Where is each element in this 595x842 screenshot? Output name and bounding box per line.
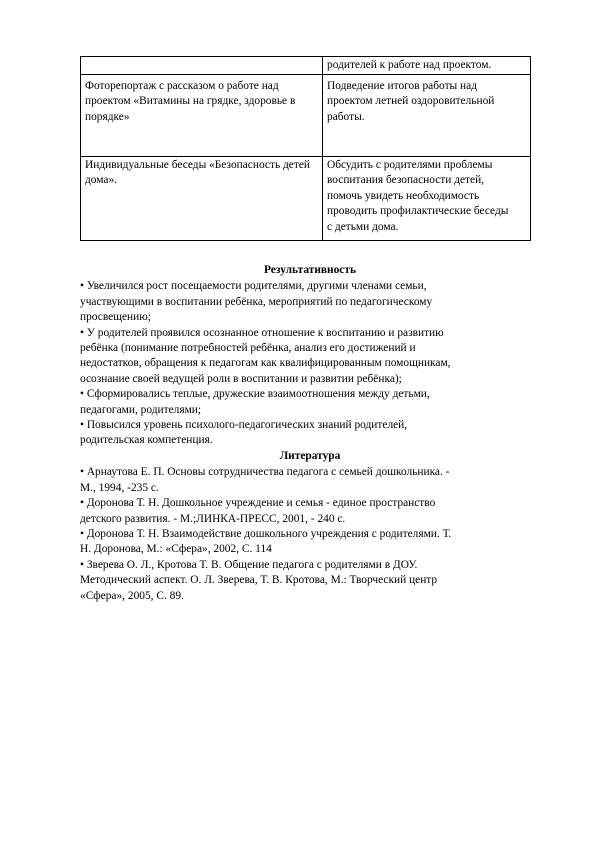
table-row bbox=[81, 57, 531, 75]
table-cell-right: родителей к работе над проектом. bbox=[323, 57, 531, 75]
list-item: • Повысился уровень психолого-педагогических знаний родителей, родительская компетенция. bbox=[80, 419, 408, 447]
plan-table bbox=[80, 56, 531, 241]
table-row bbox=[81, 74, 531, 156]
table-cell-right: Подведение итогов работы над проектом летней оздоровительной работы. bbox=[323, 74, 531, 156]
list-item: • У родителей проявился осознанное отношение к воспитанию и развитию ребёнка (понимание потребностей ребёнка, анализ его достижений и недостатков, обращения к педагогам как квалифицированным помощникам, осознание своей ведущей роли в воспитании и развитии ребёнка); bbox=[80, 326, 451, 385]
table-cell-left: Фоторепортаж с рассказом о работе над проектом «Витамины на грядке, здоровье в порядке» bbox=[81, 74, 323, 156]
list-item: • Сформировались теплые, дружеские взаимоотношения между детьми, педагогами, родителями; bbox=[80, 388, 430, 416]
table-cell-left bbox=[81, 57, 323, 75]
table-row bbox=[81, 156, 531, 240]
table-cell-left: Индивидуальные беседы «Безопасность детей дома». bbox=[81, 156, 323, 240]
list-item: • Арнаутова Е. П. Основы сотрудничества педагога с семьей дошкольника. - М., 1994, -235 с. bbox=[80, 466, 450, 494]
list-item: • Зверева О. Л., Кротова Т. В. Общение педагога с родителями в ДОУ. Методический аспект. О. Л. Зверева, Т. В. Кротова, М.: Творческий центр «Сфера», 2005, С. 89. bbox=[80, 558, 438, 602]
literature-heading: Литература bbox=[279, 449, 341, 462]
table-cell-right: Обсудить с родителями проблемы воспитания безопасности детей, помочь увидеть необходимость проводить профилактические беседы с детьми дома. bbox=[323, 156, 531, 240]
list-item: • Доронова Т. Н. Дошкольное учреждение и семья - единое пространство детского развития. - М.;ЛИНКА-ПРЕСС, 2001, - 240 с. bbox=[80, 497, 436, 525]
results-heading: Результативность bbox=[264, 264, 356, 276]
list-item: • Увеличился рост посещаемости родителями, другими членами семьи, участвующими в воспитании ребёнка, мероприятий по педагогическому просвещению; bbox=[80, 280, 433, 324]
list-item: • Доронова Т. Н. Взаимодействие дошкольного учреждения с родителями. Т. Н. Доронова, М.: «Сфера», 2002, С. 114 bbox=[80, 527, 452, 556]
document-body bbox=[80, 263, 540, 604]
